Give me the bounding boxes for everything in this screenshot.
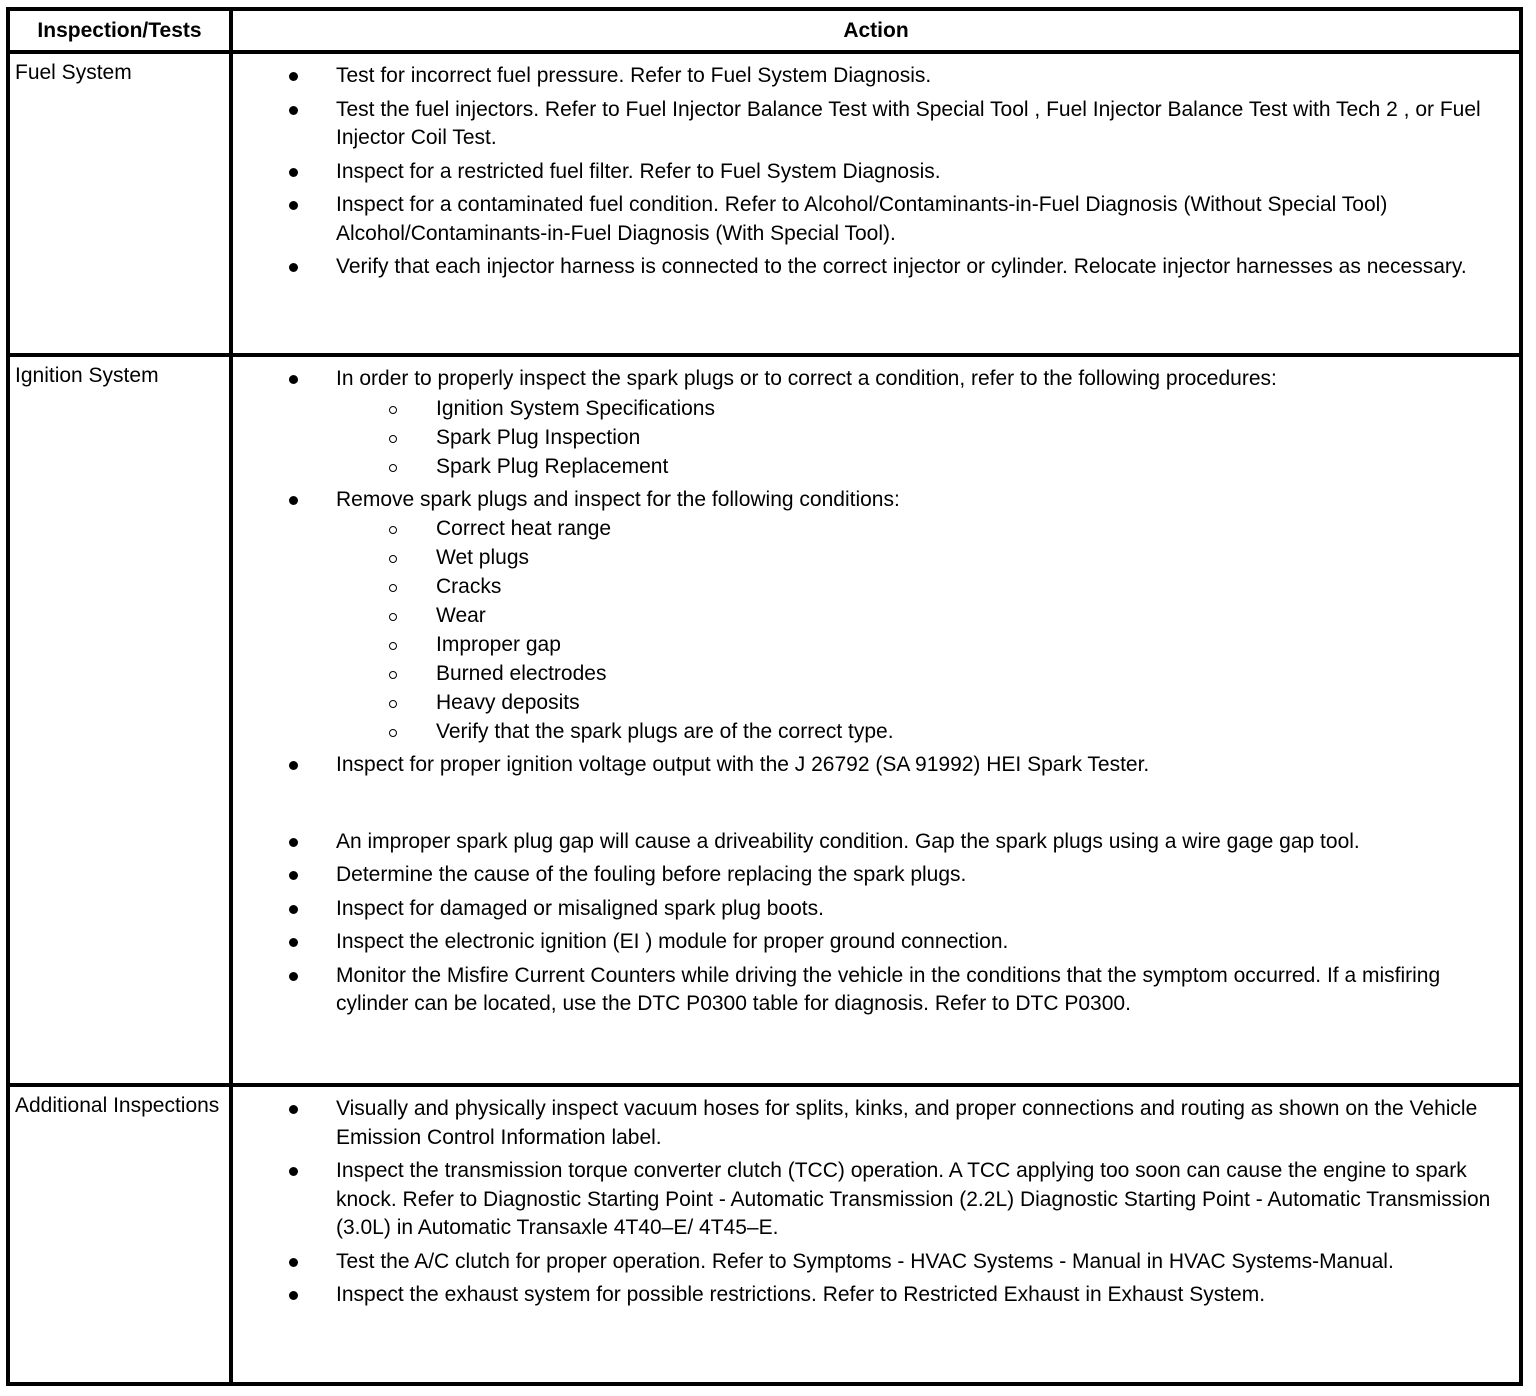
action-list <box>233 1095 1519 1315</box>
row-label: Ignition System <box>15 364 159 387</box>
sub-item <box>336 423 1509 452</box>
action-text: In order to properly inspect the spark plugs or to correct a condition, refer to the following procedures: <box>336 367 1277 390</box>
action-item <box>233 62 1519 91</box>
bullet-icon <box>289 263 298 272</box>
spacer <box>233 785 1519 823</box>
sub-item <box>336 601 1509 630</box>
action-text: Monitor the Misfire Current Counters while driving the vehicle in the conditions that the symptom occurred. If a misfiring cylinder can be located, use the DTC P0300 table for diagnosis. Refer to DTC P0300. <box>336 963 1441 1015</box>
action-text: Determine the cause of the fouling before replacing the spark plugs. <box>336 863 967 886</box>
hollow-bullet-icon <box>389 613 397 621</box>
bullet-icon <box>289 375 298 384</box>
sub-item-text: Heavy deposits <box>436 691 580 714</box>
action-item <box>233 486 1519 747</box>
bullet-icon <box>289 1258 298 1267</box>
action-item <box>233 861 1519 890</box>
action-item <box>233 253 1519 282</box>
bullet-icon <box>289 1291 298 1300</box>
bullet-icon <box>289 1105 298 1114</box>
bullet-icon <box>289 201 298 210</box>
table-row-fuel-system <box>10 50 1519 353</box>
hollow-bullet-icon <box>389 642 397 650</box>
sub-item <box>336 630 1509 659</box>
sub-item <box>336 659 1509 688</box>
action-item <box>233 751 1519 780</box>
action-text: Inspect for a restricted fuel filter. Refer to Fuel System Diagnosis. <box>336 159 941 183</box>
action-item <box>233 928 1519 957</box>
sub-item-text: Spark Plug Inspection <box>436 425 641 449</box>
sub-item-text: Wear <box>436 604 486 627</box>
action-list <box>233 365 1519 1024</box>
sub-item <box>336 717 1509 746</box>
sub-item-text: Verify that the spark plugs are of the correct type. <box>436 720 894 743</box>
action-text: Visually and physically inspect vacuum hoses for splits, kinks, and proper connections and routing as shown on the Vehicle Emission Control Information label. <box>336 1097 1478 1149</box>
sub-item <box>336 452 1509 481</box>
sub-list <box>336 394 1509 481</box>
action-item <box>233 96 1519 153</box>
bullet-icon <box>289 72 298 81</box>
row-label: Fuel System <box>15 61 132 84</box>
sub-item <box>336 543 1509 572</box>
bullet-icon <box>289 871 298 880</box>
bullet-icon <box>289 106 298 115</box>
action-text: Inspect the electronic ignition (EI ) module for proper ground connection. <box>336 930 1009 953</box>
action-item <box>233 895 1519 924</box>
action-text: Inspect the exhaust system for possible restrictions. Refer to Restricted Exhaust in Exhaust System. <box>336 1283 1266 1306</box>
hollow-bullet-icon <box>389 729 397 737</box>
action-text: Verify that each injector harness is connected to the correct injector or cylinder. Relocate injector harnesses as necessary. <box>336 255 1467 278</box>
inspection-table <box>6 7 1523 1386</box>
table-header-row <box>10 11 1519 50</box>
hollow-bullet-icon <box>389 464 397 472</box>
sub-item-text: Cracks <box>436 575 502 598</box>
sub-item-text: Wet plugs <box>436 546 529 569</box>
header-action: Action <box>843 18 909 42</box>
action-text: Inspect for a contaminated fuel condition. Refer to Alcohol/Contaminants-in-Fuel Diagnosis (Without Special Tool) Alcohol/Contaminants-in-Fuel Diagnosis (With Special Tool). <box>336 193 1388 245</box>
bullet-icon <box>289 168 298 177</box>
bullet-icon <box>289 972 298 981</box>
action-text: Test the A/C clutch for proper operation. Refer to Symptoms - HVAC Systems - Manual in HVAC Systems-Manual. <box>336 1249 1394 1273</box>
action-item <box>233 1157 1519 1243</box>
bullet-icon <box>289 905 298 914</box>
bullet-icon <box>289 938 298 947</box>
header-inspection-tests: Inspection/Tests <box>37 18 202 42</box>
sub-item-text: Correct heat range <box>436 517 612 540</box>
row-label: Additional Inspections <box>15 1094 220 1117</box>
table-row-additional-inspections <box>10 1083 1519 1386</box>
sub-item <box>336 394 1509 423</box>
hollow-bullet-icon <box>389 700 397 708</box>
sub-item-text: Improper gap <box>436 633 561 656</box>
bullet-icon <box>289 496 298 505</box>
bullet-icon <box>289 1167 298 1176</box>
action-text: Inspect for proper ignition voltage output with the J 26792 (SA 91992) HEI Spark Tester. <box>336 753 1150 776</box>
action-text: Remove spark plugs and inspect for the following conditions: <box>336 487 900 511</box>
action-text: Test the fuel injectors. Refer to Fuel Injector Balance Test with Special Tool , Fuel Injector Balance Test with Tech 2 , or Fuel Injector Coil Test. <box>336 97 1481 149</box>
hollow-bullet-icon <box>389 671 397 679</box>
action-item <box>233 1095 1519 1152</box>
hollow-bullet-icon <box>389 406 397 414</box>
action-text: Test for incorrect fuel pressure. Refer to Fuel System Diagnosis. <box>336 64 932 87</box>
hollow-bullet-icon <box>389 584 397 592</box>
bullet-icon <box>289 838 298 847</box>
action-item <box>233 365 1519 481</box>
action-text: An improper spark plug gap will cause a driveability condition. Gap the spark plugs using a wire gage gap tool. <box>336 829 1360 853</box>
hollow-bullet-icon <box>389 526 397 534</box>
sub-item <box>336 572 1509 601</box>
action-text: Inspect for damaged or misaligned spark plug boots. <box>336 896 824 920</box>
action-item <box>233 962 1519 1019</box>
sub-item-text: Burned electrodes <box>436 662 607 685</box>
sub-item-text: Ignition System Specifications <box>436 396 715 420</box>
hollow-bullet-icon <box>389 435 397 443</box>
action-item <box>233 158 1519 187</box>
sub-item-text: Spark Plug Replacement <box>436 454 669 478</box>
action-text: Inspect the transmission torque converter clutch (TCC) operation. A TCC applying too soon can cause the engine to spark knock. Refer to Diagnostic Starting Point - Automatic Transmission (2.2L) Diagnostic Starting Point - Automatic Transmission (3.0L) in Automatic Transaxle 4T40–E/ 4T45–E. <box>336 1159 1491 1239</box>
sub-item <box>336 688 1509 717</box>
bullet-icon <box>289 761 298 770</box>
sub-item <box>336 514 1509 543</box>
action-list <box>233 62 1519 287</box>
action-item <box>233 1281 1519 1310</box>
action-item <box>233 1248 1519 1277</box>
table-row-ignition-system <box>10 353 1519 1083</box>
action-item <box>233 191 1519 248</box>
hollow-bullet-icon <box>389 555 397 563</box>
action-item <box>233 828 1519 857</box>
sub-list <box>336 514 1509 746</box>
